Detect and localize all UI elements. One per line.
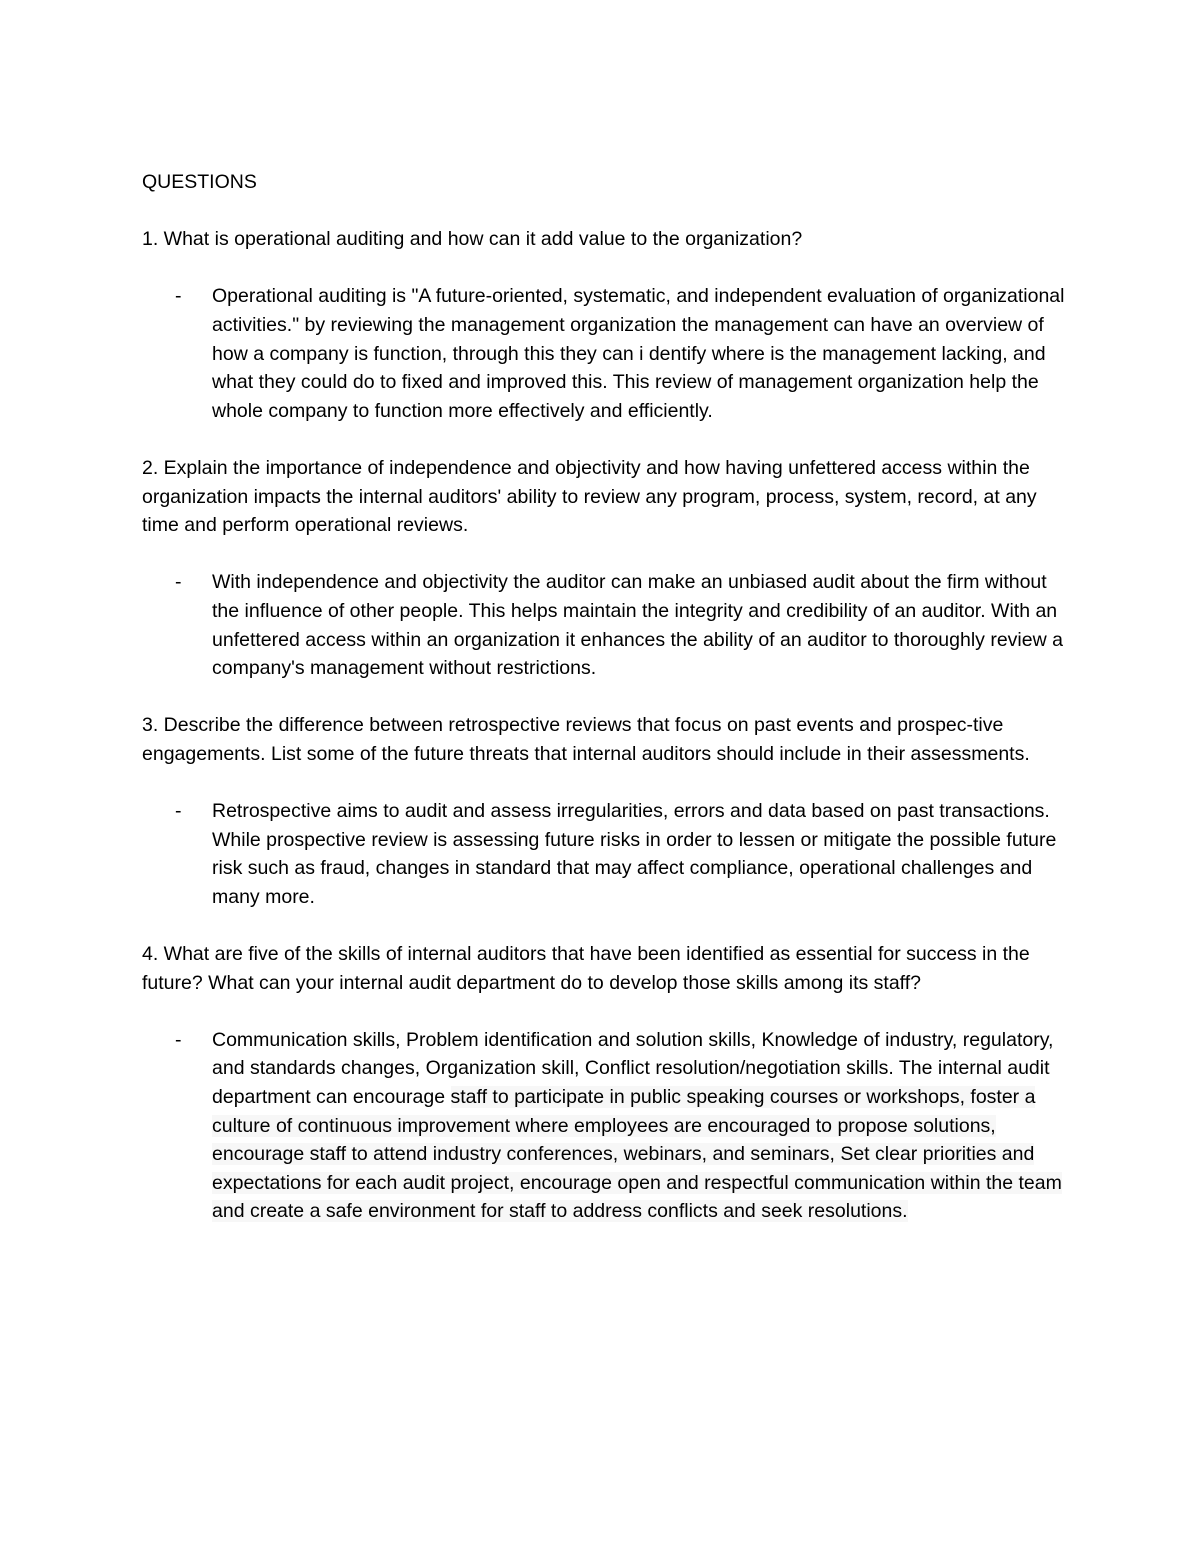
document-body: [142, 168, 1072, 1255]
answer-4: [142, 1026, 1072, 1226]
answer-3: [142, 797, 1072, 911]
page-heading: QUESTIONS: [142, 171, 257, 193]
bullet-dash: -: [175, 285, 182, 308]
bullet-dash: -: [175, 1028, 182, 1051]
answer-1-text: Operational auditing is "A future-oriented, systematic, and independent evaluation of organizational activities." by reviewing the management organization the management can have an overview of how a company is function, through this they can i dentify where is the management lacking, and what they could do to fixed and improved this. This review of management organization help the whole company to function more effectively and efficiently.: [212, 285, 1065, 422]
question-3: 3. Describe the difference between retrospective reviews that focus on past events and prospec-tive engagements. List some of the future threats that internal auditors should include in their assessments.: [142, 714, 1030, 765]
answer-list-4: [142, 1026, 1072, 1226]
answer-4-highlighted-text: staff to participate in public speaking courses or workshops, foster a culture of continuous improvement where employees are encouraged to propose solutions, encourage staff to attend industry conferences, webinars, and seminars, Set clear priorities and expectations for each audit project, encourage open and respectful communication within the team and create a safe environment for staff to address conflicts and seek resolutions.: [212, 1086, 1062, 1223]
bullet-dash: -: [175, 571, 182, 594]
answer-3-text: Retrospective aims to audit and assess irregularities, errors and data based on past transactions. While prospective review is assessing future risks in order to lessen or mitigate the possible future risk such as fraud, changes in standard that may affect compliance, operational challenges and many more.: [212, 800, 1057, 908]
question-2: 2. Explain the importance of independence and objectivity and how having unfettered access within the organization impacts the internal auditors' ability to review any program, process, system, record, at any time and perform operational reviews.: [142, 456, 1037, 537]
answer-list-2: [142, 568, 1072, 682]
answer-4-text: Communication skills, Problem identification and solution skills, Knowledge of industry, regulatory, and standards changes, Organization skill, Conflict resolution/negotiation skills. The internal audit department can encourage: [212, 1028, 1054, 1108]
answer-list-1: [142, 282, 1072, 425]
question-4: 4. What are five of the skills of internal auditors that have been identified as essential for success in the future? What can your internal audit department do to develop those skills among its staff?: [142, 943, 1030, 994]
answer-2-text: With independence and objectivity the auditor can make an unbiased audit about the firm without the influence of other people. This helps maintain the integrity and credibility of an auditor. With an unfettered access within an organization it enhances the ability of an auditor to thoroughly review a company's management without restrictions.: [212, 571, 1063, 680]
question-1: 1. What is operational auditing and how can it add value to the organization?: [142, 228, 803, 251]
bullet-dash: -: [175, 800, 182, 823]
answer-1: [142, 282, 1072, 425]
answer-list-3: [142, 797, 1072, 911]
answer-2: [142, 568, 1072, 682]
